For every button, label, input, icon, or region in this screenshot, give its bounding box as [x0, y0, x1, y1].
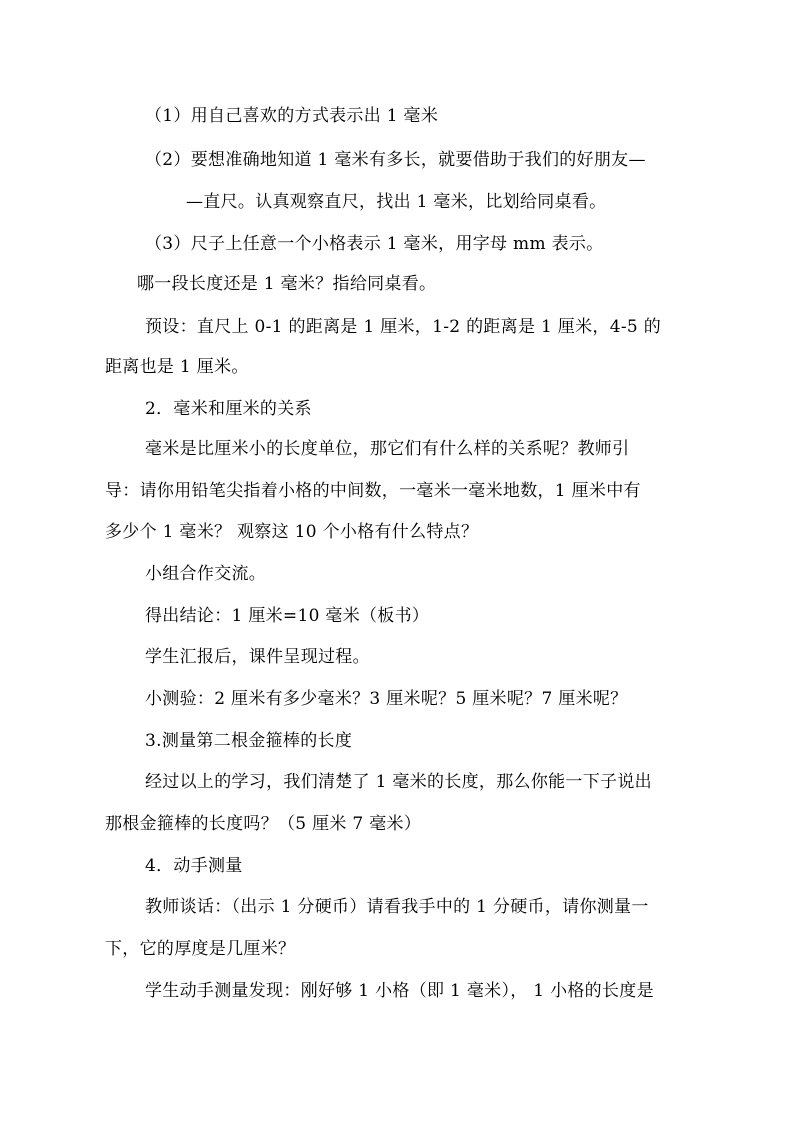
text-line-9: 毫米是比厘米小的长度单位，那它们有什么样的关系呢？教师引 — [145, 439, 630, 459]
text-line-3: —直尺。认真观察直尺，找出 1 毫米，比划给同桌看。 — [186, 192, 607, 212]
text-line-21: 下，它的厚度是几厘米？ — [105, 939, 296, 959]
text-line-18: 那根金箍棒的长度吗？（5 厘米 7 毫米） — [105, 814, 422, 834]
text-line-15: 小测验：2 厘米有多少毫米？3 厘米呢？5 厘米呢？7 厘米呢？ — [145, 689, 628, 709]
text-line-6: 预设：直尺上 0-1 的距离是 1 厘米，1-2 的距离是 1 厘米，4-5 的 — [145, 317, 661, 337]
text-line-5: 哪一段长度还是 1 毫米？指给同桌看。 — [137, 274, 437, 294]
text-line-17: 经过以上的学习，我们清楚了 1 毫米的长度，那么你能一下子说出 — [145, 772, 652, 792]
text-line-1: （1）用自己喜欢的方式表示出 1 毫米 — [145, 106, 439, 126]
text-line-20: 教师谈话：（出示 1 分硬币）请看我手中的 1 分硬币，请你测量一 — [145, 897, 649, 917]
text-line-7: 距离也是 1 厘米。 — [105, 357, 249, 377]
text-line-12: 小组合作交流。 — [145, 564, 267, 584]
text-line-4: （3）尺子上任意一个小格表示 1 毫米，用字母 mm 表示。 — [145, 234, 604, 254]
section-heading-4: 4．动手测量 — [145, 856, 243, 876]
text-line-11: 多少个 1 毫米？ 观察这 10 个小格有什么特点？ — [105, 522, 479, 542]
text-line-10: 导：请你用铅笔尖指着小格的中间数，一毫米一毫米地数，1 厘米中有 — [105, 481, 641, 501]
text-line-13: 得出结论：1 厘米=10 毫米（板书） — [145, 606, 430, 626]
text-line-14: 学生汇报后，课件呈现过程。 — [145, 647, 370, 667]
text-line-22: 学生动手测量发现：刚好够 1 小格（即 1 毫米）， 1 小格的长度是 — [145, 981, 654, 1001]
text-line-2: （2）要想准确地知道 1 毫米有多长，就要借助于我们的好朋友— — [145, 150, 646, 170]
section-heading-3: 3.测量第二根金箍棒的长度 — [145, 731, 353, 751]
section-heading-2: 2．毫米和厘米的关系 — [145, 399, 312, 419]
